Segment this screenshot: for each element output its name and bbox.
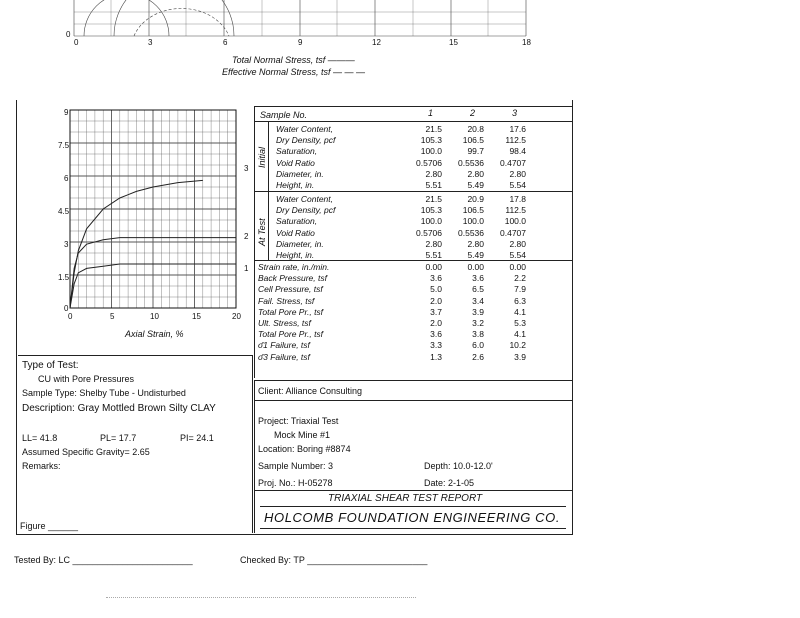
table-cell: 5.49: [467, 180, 484, 190]
table-cell: 0.4707: [500, 157, 526, 168]
table-cell: 106.5: [462, 205, 484, 216]
sample-no-label: Sample No.: [260, 110, 308, 120]
table-row: [254, 273, 572, 284]
table-cell: 2.0: [430, 318, 442, 328]
table-cell: 0.5536: [458, 227, 484, 238]
table-cell: 0.5706: [416, 227, 442, 238]
mohr-x-tick: 9: [298, 38, 303, 47]
row-label: Diameter, in.: [276, 238, 324, 249]
row-label: Void Ratio: [276, 227, 315, 238]
row-label: Dry Density, pcf: [276, 205, 336, 216]
table-row: [254, 205, 572, 216]
strain-x-tick: 10: [150, 312, 159, 321]
row-label: Back Pressure, tsf: [258, 273, 327, 284]
table-cell: 20.8: [467, 124, 484, 134]
project-name: Project: Triaxial Test: [258, 416, 339, 426]
table-cell: 0.4707: [500, 227, 526, 238]
project-info: [254, 380, 572, 533]
mohr-x-tick: 15: [449, 38, 458, 47]
strain-y-tick: 9: [64, 108, 69, 117]
table-cell: 3.8: [472, 329, 484, 340]
table-cell: 4.1: [514, 306, 526, 317]
mohr-x-tick: 6: [223, 38, 228, 47]
strain-x-tick: 15: [192, 312, 201, 321]
client: Client: Alliance Consulting: [258, 386, 363, 396]
curve-label-1: 1: [244, 264, 249, 273]
table-cell: 0.00: [467, 262, 484, 272]
row-label: Diameter, in.: [276, 168, 324, 179]
table-cell: 5.51: [425, 180, 442, 190]
strain-y-tick: 6: [64, 174, 69, 183]
table-row: [254, 146, 572, 157]
strain-chart: [0, 100, 250, 350]
table-cell: 3.6: [430, 329, 442, 340]
table-cell: 2.80: [467, 238, 484, 249]
strain-y-tick: 1.5: [58, 273, 70, 282]
table-cell: 3.6: [472, 273, 484, 284]
row-label: Total Pore Pr., tsf: [258, 329, 324, 340]
table-cell: 2.80: [425, 168, 442, 179]
table-row: [254, 296, 572, 307]
row-label: Ult. Stress, tsf: [258, 318, 311, 328]
row-label: σ̄1 Failure, tsf: [258, 340, 310, 351]
project-line2: Mock Mine #1: [274, 430, 331, 440]
mohr-grid: [74, 0, 534, 40]
specific-gravity: Assumed Specific Gravity= 2.65: [22, 447, 150, 457]
table-row: [254, 135, 572, 146]
location: Location: Boring #8874: [258, 444, 351, 454]
table-cell: 3.6: [430, 273, 442, 284]
liquid-limit: LL= 41.8: [22, 433, 58, 443]
row-label: Water Content,: [276, 124, 334, 134]
test-type-heading: Type of Test:: [22, 360, 79, 371]
test-type-value: CU with Pore Pressures: [38, 374, 135, 384]
strain-x-tick: 20: [232, 312, 241, 321]
table-cell: 100.0: [504, 216, 526, 227]
table-cell: 10.2: [509, 340, 526, 351]
mohr-xlabel-total: Total Normal Stress, tsf ———: [232, 55, 355, 65]
table-cell: 0.00: [509, 262, 526, 272]
table-cell: 105.3: [420, 205, 442, 216]
table-cell: 2.80: [509, 238, 526, 249]
plasticity-index: PI= 24.1: [180, 433, 214, 443]
tested-by: Tested By: LC ________________________: [14, 555, 193, 565]
mohr-x-tick: 12: [372, 38, 381, 47]
mohr-circle-chart: [0, 0, 540, 80]
sample-type: Sample Type: Shelby Tube - Undisturbed: [22, 388, 186, 398]
table-row: [254, 262, 572, 273]
report-title: TRIAXIAL SHEAR TEST REPORT: [328, 493, 483, 504]
mohr-x-tick: 3: [148, 38, 153, 47]
table-cell: 112.5: [505, 205, 526, 216]
table-row: [254, 158, 572, 169]
row-label: Strain rate, in./min.: [258, 262, 330, 272]
table-cell: 21.5: [425, 194, 442, 204]
curve-label-2: 2: [244, 232, 249, 241]
table-cell: 6.5: [472, 284, 484, 295]
description: Description: Gray Mottled Brown Silty CLAY: [22, 403, 216, 414]
mohr-y-zero: 0: [66, 30, 71, 39]
row-label: Void Ratio: [276, 157, 315, 168]
table-cell: 3.9: [472, 306, 484, 317]
table-cell: 7.9: [514, 284, 526, 295]
strain-y-tick: 4.5: [58, 207, 70, 216]
table-cell: 17.6: [509, 124, 526, 134]
table-cell: 2.0: [430, 295, 442, 306]
table-cell: 20.9: [467, 194, 484, 204]
table-cell: 106.5: [462, 135, 484, 146]
sample-table: [254, 106, 572, 378]
row-label: Saturation,: [276, 216, 318, 227]
table-cell: 1.3: [430, 351, 442, 362]
table-cell: 3.3: [430, 340, 442, 351]
table-cell: 17.8: [509, 194, 526, 204]
table-cell: 4.1: [514, 329, 526, 340]
table-cell: 6.3: [514, 295, 526, 306]
sample-number: Sample Number: 3: [258, 461, 334, 471]
row-label: Cell Pressure, tsf: [258, 284, 323, 295]
depth: Depth: 10.0-12.0': [424, 461, 493, 471]
table-cell: 3.2: [472, 318, 484, 328]
table-cell: 5.51: [425, 250, 442, 260]
table-row: [254, 194, 572, 205]
mohr-x-tick: 0: [74, 38, 79, 47]
table-cell: 2.80: [509, 168, 526, 179]
col-header: 2: [470, 108, 476, 118]
table-row: [254, 284, 572, 295]
table-cell: 100.0: [420, 216, 442, 227]
table-row: [254, 228, 572, 239]
row-label: Dry Density, pcf: [276, 135, 336, 146]
row-label: Fail. Stress, tsf: [258, 295, 315, 306]
checked-by: Checked By: TP ________________________: [240, 555, 428, 565]
table-cell: 2.80: [425, 238, 442, 249]
table-row: [254, 329, 572, 340]
strain-x-tick: 5: [110, 312, 115, 321]
strain-plot: [70, 110, 240, 310]
table-cell: 5.54: [509, 180, 526, 190]
strain-y-tick: 3: [64, 240, 69, 249]
at-test-group-label: At Test: [257, 218, 267, 246]
table-cell: 100.0: [462, 216, 484, 227]
table-cell: 3.4: [472, 295, 484, 306]
table-row: [254, 216, 572, 227]
table-cell: 3.9: [514, 351, 526, 362]
table-row: [254, 250, 572, 261]
table-cell: 2.2: [514, 273, 526, 284]
remarks-label: Remarks:: [22, 461, 61, 471]
table-cell: 99.7: [467, 146, 484, 157]
date: Date: 2-1-05: [424, 478, 475, 488]
table-row: [254, 169, 572, 180]
figure-label: Figure ______: [20, 521, 79, 531]
table-cell: 6.0: [472, 340, 484, 351]
row-label: σ̄3 Failure, tsf: [258, 351, 310, 362]
table-cell: 0.00: [425, 262, 442, 272]
table-cell: 105.3: [420, 135, 442, 146]
table-row: [254, 340, 572, 351]
test-info: [18, 355, 252, 533]
row-label: Height, in.: [276, 180, 315, 190]
col-header: 1: [428, 108, 434, 118]
table-cell: 0.5536: [458, 157, 484, 168]
table-cell: 5.49: [467, 250, 484, 260]
strain-y-tick: 0: [64, 304, 69, 313]
strain-xlabel: Axial Strain, %: [125, 329, 184, 339]
mohr-xlabel-effective: Effective Normal Stress, tsf — — —: [222, 67, 366, 77]
table-row: [254, 239, 572, 250]
row-label: Height, in.: [276, 250, 315, 260]
company-name: HOLCOMB FOUNDATION ENGINEERING CO.: [264, 510, 561, 525]
row-label: Saturation,: [276, 146, 318, 157]
table-cell: 5.54: [509, 250, 526, 260]
row-label: Total Pore Pr., tsf: [258, 306, 324, 317]
curve-label-3: 3: [244, 164, 249, 173]
table-cell: 5.3: [514, 318, 526, 328]
table-cell: 0.5706: [416, 157, 442, 168]
table-cell: 98.4: [509, 146, 526, 157]
table-row: [254, 124, 572, 135]
strain-y-tick: 7.5: [58, 141, 70, 150]
table-cell: 2.6: [472, 351, 484, 362]
proj-no: Proj. No.: H-05278: [258, 478, 333, 488]
table-cell: 100.0: [420, 146, 442, 157]
faint-footer-line: [106, 597, 416, 598]
table-cell: 21.5: [425, 124, 442, 134]
table-cell: 3.7: [430, 306, 442, 317]
table-cell: 5.0: [430, 284, 442, 295]
table-cell: 112.5: [505, 135, 526, 146]
table-row: [254, 318, 572, 329]
table-cell: 2.80: [467, 168, 484, 179]
table-row: [254, 180, 572, 191]
plastic-limit: PL= 17.7: [100, 433, 137, 443]
table-row: [254, 352, 572, 363]
row-label: Water Content,: [276, 194, 334, 204]
strain-x-tick: 0: [68, 312, 73, 321]
initial-group-label: Initial: [257, 146, 267, 168]
mohr-x-tick: 18: [522, 38, 531, 47]
col-header: 3: [512, 108, 518, 118]
table-row: [254, 307, 572, 318]
